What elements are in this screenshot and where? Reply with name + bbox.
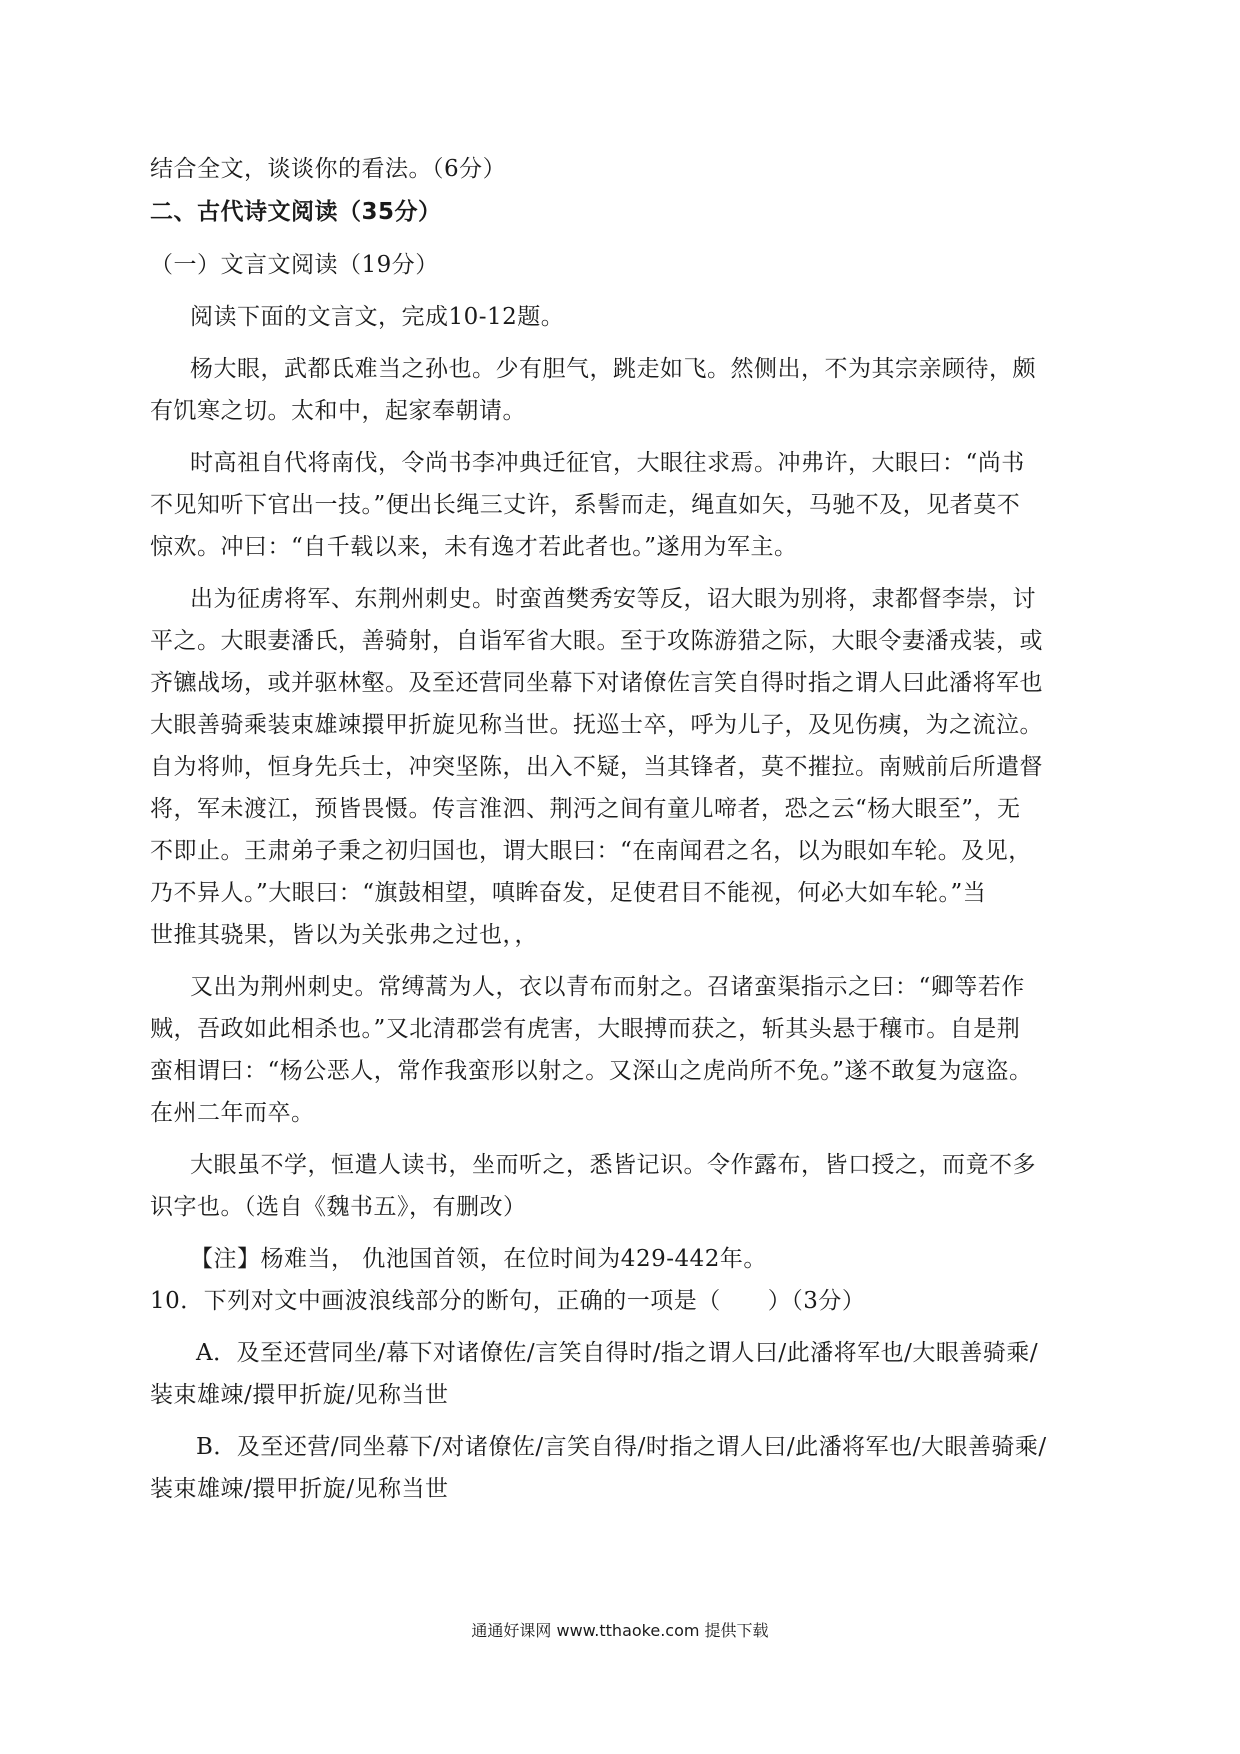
passage-line: 大眼虽不学，恒遣人读书，坐而听之，悉皆记识。令作露布，皆口授之，而竟不多 (190, 1152, 1036, 1178)
option-b-line: 装束雄竦/擐甲折旋/见称当世 (150, 1476, 449, 1502)
passage-line: 杨大眼，武都氐难当之孙也。少有胆气，跳走如飞。然侧出，不为其宗亲顾待，颇 (190, 356, 1036, 382)
option-b-line: B．及至还营/同坐幕下/对诸僚佐/言笑自得/时指之谓人曰/此潘将军也/大眼善骑乘/ (196, 1434, 1047, 1460)
passage-line: 出为征虏将军、东荆州刺史。时蛮酋樊秀安等反，诏大眼为别将，隶都督李崇，讨 (190, 586, 1036, 612)
question-10: 10．下列对文中画波浪线部分的断句，正确的一项是（ ）（3分） (150, 1288, 866, 1314)
passage-line: 大眼善骑乘装束雄竦擐甲折旋见称当世。抚巡士卒，呼为儿子，及见伤痍，为之流泣。 (150, 712, 1043, 738)
passage (150, 348, 1100, 1228)
passage-line: 时高祖自代将南伐，令尚书李冲典迁征官，大眼往求焉。冲弗许，大眼曰：“尚书 (190, 450, 1025, 476)
annotation-note: 【注】杨难当， 仇池国首领，在位时间为429-442年。 (190, 1246, 767, 1272)
page-footer: 通通好课网 www.tthaoke.com 提供下载 (471, 1621, 769, 1640)
passage-line: 不见知听下官出一技。”便出长绳三丈许，系髻而走，绳直如矢，马驰不及，见者莫不 (150, 492, 1021, 518)
passage-line: 世推其骁果，皆以为关张弗之过也，， (150, 922, 538, 948)
passage-line: 齐镳战场，或并驱林壑。及至还营同坐幕下对诸僚佐言笑自得时指之谓人曰此潘将军也 (150, 670, 1043, 696)
intro-line: 结合全文，谈谈你的看法。（6分） (150, 156, 507, 182)
passage-line: 自为将帅，恒身先兵士，冲突坚陈，出入不疑，当其锋者，莫不摧拉。南贼前后所遣督 (150, 754, 1043, 780)
passage-line: 识字也。（选自《魏书五》，有删改） (150, 1194, 527, 1220)
instruction-line: 阅读下面的文言文，完成10-12题。 (190, 304, 565, 330)
passage-line: 贼，吾政如此相杀也。”又北清郡尝有虎害，大眼搏而获之，斩其头悬于穰市。自是荆 (150, 1016, 1021, 1042)
passage-line: 不即止。王肃弟子秉之初归国也，谓大眼曰：“在南闻君之名，以为眼如车轮。及见， (150, 838, 1032, 864)
document-body (150, 148, 1100, 1510)
passage-line: 将，军未渡江，预皆畏慑。传言淮泗、荆沔之间有童儿啼者，恐之云“杨大眼至”，无 (150, 796, 1021, 822)
option-a-line: A．及至还营同坐/幕下对诸僚佐/言笑自得时/指之谓人曰/此潘将军也/大眼善骑乘/ (196, 1340, 1039, 1366)
passage-line: 惊欢。冲曰：“自千载以来，未有逸才若此者也。”遂用为军主。 (150, 534, 798, 560)
section-heading: 二、古代诗文阅读（35分） (150, 199, 442, 225)
passage-line: 乃不异人。”大眼曰：“旗鼓相望，嗔眸奋发，足使君目不能视，何必大如车轮。”当 (150, 880, 987, 906)
option-a-line: 装束雄竦/擐甲折旋/见称当世 (150, 1382, 449, 1408)
passage-line: 有饥寒之切。太和中，起家奉朝请。 (150, 398, 526, 424)
passage-line: 在州二年而卒。 (150, 1100, 315, 1126)
passage-line: 又出为荆州刺史。常缚蒿为人，衣以青布而射之。召诸蛮渠指示之曰：“卿等若作 (190, 974, 1025, 1000)
subsection-heading: （一）文言文阅读（19分） (150, 252, 439, 278)
passage-line: 蛮相谓曰：“杨公恶人，常作我蛮形以射之。又深山之虎尚所不免。”遂不敢复为寇盗。 (150, 1058, 1033, 1084)
passage-line: 平之。大眼妻潘氏，善骑射，自诣军省大眼。至于攻陈游猎之际，大眼令妻潘戎装，或 (150, 628, 1043, 654)
